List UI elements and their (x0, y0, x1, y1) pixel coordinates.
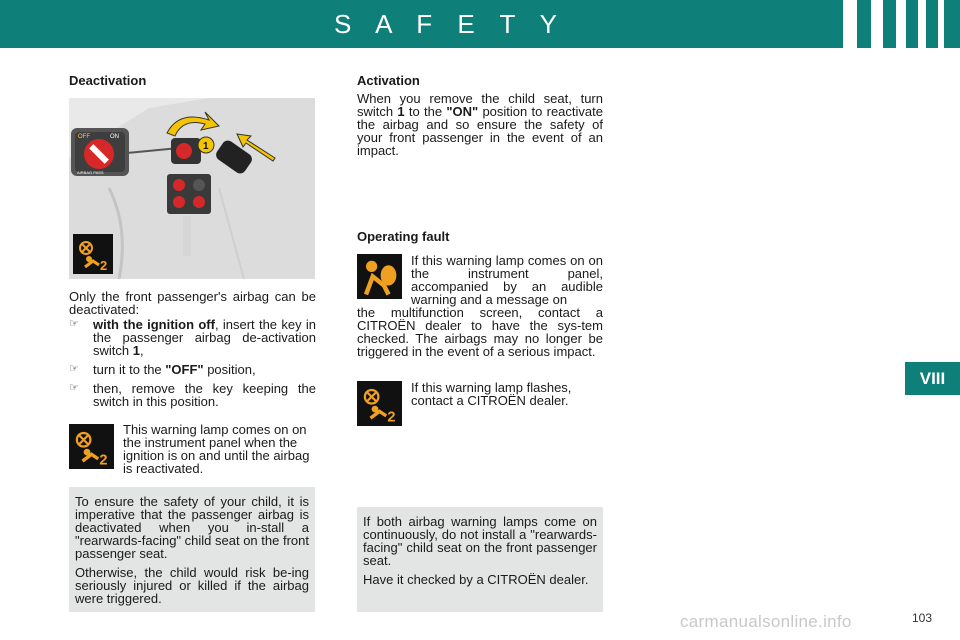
activation-heading: Activation (357, 73, 420, 88)
deactivation-steps (69, 318, 316, 414)
svg-text:2: 2 (387, 409, 396, 426)
fault-text-1: If this warning lamp comes on on the instrument panel, accompanied by an audible warning and a message on (411, 253, 603, 307)
header-stripe (896, 0, 906, 48)
airbag-off-lamp-icon (357, 381, 402, 426)
page-number: 103 (912, 611, 933, 625)
pointing-hand-icon: ☞ (69, 382, 79, 394)
chapter-tab[interactable]: VIII (905, 362, 960, 395)
svg-text:2: 2 (100, 258, 108, 273)
list-item: ☞ with the ignition off, insert the key in the passenger airbag de-activation switch 1, (69, 317, 316, 358)
header-stripe (918, 0, 926, 48)
note-paragraph: If both airbag warning lamps come on continuously, do not install a "rearwards-facing" child seat on the front passenger seat. (363, 514, 597, 568)
lamp-description: This warning lamp comes on on the instrument panel when the ignition is on and until the airbag is reactivated. (123, 422, 310, 476)
off-label: OFF (78, 134, 90, 140)
airbag-off-lamp-icon (73, 234, 113, 274)
on-label: ON (110, 134, 119, 140)
child-safety-note (69, 487, 315, 612)
airbag-pass-label: AIRBAG PASS (77, 170, 104, 175)
switch-number: 1 (203, 141, 209, 152)
note-paragraph: To ensure the safety of your child, it is imperative that the passenger airbag is deactivated when you in-stall a "rearwards-facing" child seat on the front passenger seat. (75, 494, 309, 561)
page-header (0, 0, 960, 48)
note-paragraph: Otherwise, the child would risk be-ing seriously injured or killed if the airbag were triggered. (75, 565, 309, 606)
flash-text: If this warning lamp flashes, contact a CITROËN dealer. (411, 380, 572, 408)
airbag-off-lamp-icon (69, 424, 114, 469)
deactivation-intro: Only the front passenger's airbag can be deactivated: (69, 289, 316, 317)
list-item: ☞ then, remove the key keeping the switch in this position. (69, 381, 316, 409)
airbag-fault-lamp-icon (357, 254, 402, 299)
list-item: ☞ turn it to the "OFF" position, (69, 362, 256, 377)
activation-text: When you remove the child seat, turn switch 1 to the "ON" position to reactivate the airbag and so ensure the safety of your front passenger in the event of an impact. (357, 91, 603, 158)
page-title: S A F E T Y (334, 9, 566, 39)
header-stripe (843, 0, 857, 48)
both-lamps-note (357, 507, 603, 612)
note-paragraph: Have it checked by a CITROËN dealer. (363, 572, 589, 587)
deactivation-heading: Deactivation (69, 73, 147, 88)
airbag-switch-photo (69, 98, 315, 279)
watermark: carmanualsonline.info (680, 612, 852, 631)
fault-text-2: the multifunction screen, contact a CITROËN dealer to have the sys-tem checked. The airbags may no longer be triggered in the event of a serious impact. (357, 305, 603, 359)
header-stripe (938, 0, 944, 48)
pointing-hand-icon: ☞ (69, 318, 79, 330)
pointing-hand-icon: ☞ (69, 363, 79, 375)
svg-text:2: 2 (99, 452, 108, 469)
header-stripe (871, 0, 883, 48)
operating-fault-heading: Operating fault (357, 229, 450, 244)
